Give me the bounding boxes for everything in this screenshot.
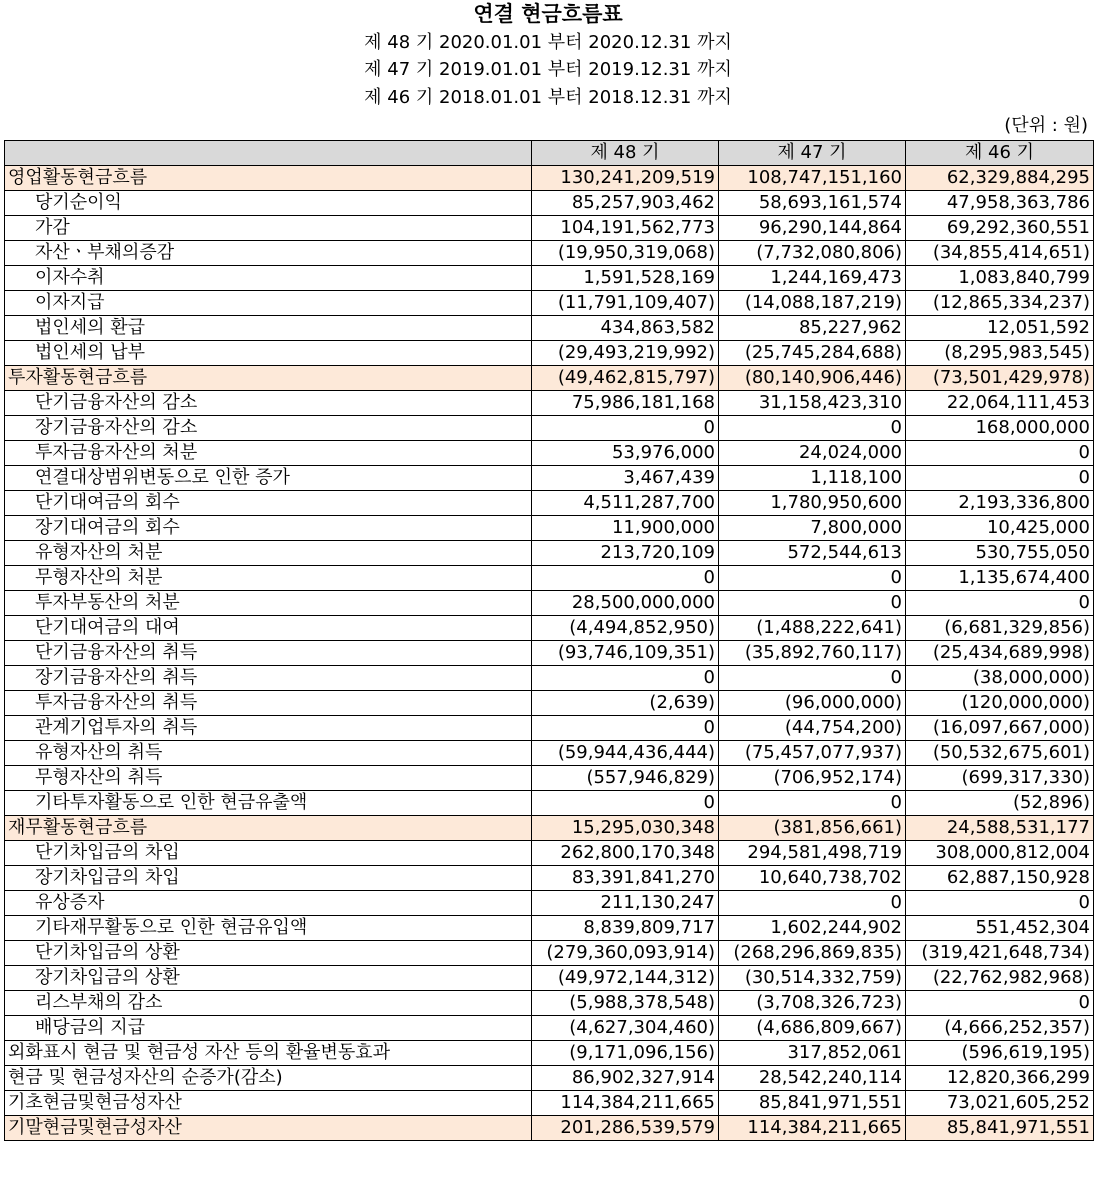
value-period-46: 1,135,674,400 — [906, 566, 1094, 591]
table-row — [5, 916, 1094, 941]
value-period-46: 530,755,050 — [906, 541, 1094, 566]
value-period-48: (4,627,304,460) — [532, 1016, 719, 1041]
value-period-47: 85,841,971,551 — [719, 1091, 906, 1116]
row-label: 무형자산의 취득 — [5, 766, 532, 791]
value-period-46: (8,295,983,545) — [906, 341, 1094, 366]
row-label: 리스부채의 감소 — [5, 991, 532, 1016]
period-line-46: 제 46 기 2018.01.01 부터 2018.12.31 까지 — [364, 87, 732, 108]
table-row — [5, 716, 1094, 741]
value-period-46: (6,681,329,856) — [906, 616, 1094, 641]
value-period-46: 24,588,531,177 — [906, 816, 1094, 841]
value-period-47: (25,745,284,688) — [719, 341, 906, 366]
row-label: 가감 — [5, 216, 532, 241]
table-row — [5, 266, 1094, 291]
row-label: 기초현금및현금성자산 — [5, 1091, 532, 1116]
value-period-46: 85,841,971,551 — [906, 1116, 1094, 1141]
value-period-47: 0 — [719, 791, 906, 816]
row-label: 단기금융자산의 감소 — [5, 391, 532, 416]
value-period-48: (11,791,109,407) — [532, 291, 719, 316]
value-period-48: 213,720,109 — [532, 541, 719, 566]
value-period-46: 22,064,111,453 — [906, 391, 1094, 416]
table-row — [5, 441, 1094, 466]
value-period-47: 0 — [719, 416, 906, 441]
table-row — [5, 291, 1094, 316]
value-period-48: 434,863,582 — [532, 316, 719, 341]
row-label: 이자지급 — [5, 291, 532, 316]
row-label: 장기금융자산의 감소 — [5, 416, 532, 441]
value-period-48: 4,511,287,700 — [532, 491, 719, 516]
row-label: 자산ㆍ부채의증감 — [5, 241, 532, 266]
value-period-47: (4,686,809,667) — [719, 1016, 906, 1041]
table-row — [5, 1016, 1094, 1041]
value-period-47: (3,708,326,723) — [719, 991, 906, 1016]
value-period-46: (38,000,000) — [906, 666, 1094, 691]
table-row — [5, 741, 1094, 766]
value-period-46: 308,000,812,004 — [906, 841, 1094, 866]
value-period-47: 317,852,061 — [719, 1041, 906, 1066]
section-row — [5, 816, 1094, 841]
value-period-47: 1,244,169,473 — [719, 266, 906, 291]
value-period-48: 0 — [532, 416, 719, 441]
value-period-48: 86,902,327,914 — [532, 1066, 719, 1091]
value-period-48: 0 — [532, 566, 719, 591]
value-period-48: (557,946,829) — [532, 766, 719, 791]
value-period-47: 10,640,738,702 — [719, 866, 906, 891]
value-period-46: 551,452,304 — [906, 916, 1094, 941]
value-period-48: (49,462,815,797) — [532, 366, 719, 391]
table-row — [5, 566, 1094, 591]
value-period-48: 104,191,562,773 — [532, 216, 719, 241]
section-row — [5, 166, 1094, 191]
value-period-48: 211,130,247 — [532, 891, 719, 916]
value-period-48: (93,746,109,351) — [532, 641, 719, 666]
cash-flow-table — [4, 140, 1094, 1141]
table-row — [5, 466, 1094, 491]
table-row — [5, 1091, 1094, 1116]
table-row — [5, 416, 1094, 441]
row-label: 관계기업투자의 취득 — [5, 716, 532, 741]
value-period-48: 0 — [532, 716, 719, 741]
row-label: 장기대여금의 회수 — [5, 516, 532, 541]
row-label: 배당금의 지급 — [5, 1016, 532, 1041]
value-period-48: 75,986,181,168 — [532, 391, 719, 416]
period-line-48: 제 48 기 2020.01.01 부터 2020.12.31 까지 — [364, 32, 732, 53]
table-row — [5, 866, 1094, 891]
value-period-48: 130,241,209,519 — [532, 166, 719, 191]
table-row — [5, 591, 1094, 616]
value-period-48: 114,384,211,665 — [532, 1091, 719, 1116]
value-period-46: (50,532,675,601) — [906, 741, 1094, 766]
value-period-48: (2,639) — [532, 691, 719, 716]
value-period-47: 0 — [719, 591, 906, 616]
row-label: 투자부동산의 처분 — [5, 591, 532, 616]
value-period-47: 0 — [719, 566, 906, 591]
value-period-47: 1,780,950,600 — [719, 491, 906, 516]
value-period-47: 108,747,151,160 — [719, 166, 906, 191]
row-label: 장기차입금의 차입 — [5, 866, 532, 891]
row-label: 당기순이익 — [5, 191, 532, 216]
value-period-46: 0 — [906, 591, 1094, 616]
value-period-48: 8,839,809,717 — [532, 916, 719, 941]
value-period-46: (25,434,689,998) — [906, 641, 1094, 666]
value-period-48: (5,988,378,548) — [532, 991, 719, 1016]
table-row — [5, 891, 1094, 916]
table-row — [5, 616, 1094, 641]
value-period-46: 73,021,605,252 — [906, 1091, 1094, 1116]
row-label: 기타재무활동으로 인한 현금유입액 — [5, 916, 532, 941]
value-period-48: 0 — [532, 666, 719, 691]
table-row — [5, 791, 1094, 816]
value-period-47: (75,457,077,937) — [719, 741, 906, 766]
table-row — [5, 641, 1094, 666]
value-period-47: 85,227,962 — [719, 316, 906, 341]
value-period-47: 31,158,423,310 — [719, 391, 906, 416]
value-period-48: 3,467,439 — [532, 466, 719, 491]
value-period-48: 201,286,539,579 — [532, 1116, 719, 1141]
value-period-46: 47,958,363,786 — [906, 191, 1094, 216]
value-period-47: 572,544,613 — [719, 541, 906, 566]
value-period-48: 53,976,000 — [532, 441, 719, 466]
value-period-46: (34,855,414,651) — [906, 241, 1094, 266]
period-line-47: 제 47 기 2019.01.01 부터 2019.12.31 까지 — [364, 59, 732, 80]
value-period-46: (319,421,648,734) — [906, 941, 1094, 966]
table-row — [5, 841, 1094, 866]
value-period-46: 0 — [906, 991, 1094, 1016]
value-period-46: (120,000,000) — [906, 691, 1094, 716]
table-row — [5, 541, 1094, 566]
value-period-46: 62,887,150,928 — [906, 866, 1094, 891]
row-label: 기말현금및현금성자산 — [5, 1116, 532, 1141]
value-period-47: 0 — [719, 666, 906, 691]
value-period-47: 1,118,100 — [719, 466, 906, 491]
row-label: 투자금융자산의 처분 — [5, 441, 532, 466]
value-period-47: 294,581,498,719 — [719, 841, 906, 866]
value-period-47: 28,542,240,114 — [719, 1066, 906, 1091]
value-period-48: (29,493,219,992) — [532, 341, 719, 366]
row-label: 법인세의 환급 — [5, 316, 532, 341]
row-label: 단기차입금의 차입 — [5, 841, 532, 866]
row-label: 유형자산의 취득 — [5, 741, 532, 766]
statement-title: 연결 현금흐름표 — [473, 2, 623, 26]
value-period-47: 0 — [719, 891, 906, 916]
row-label: 현금 및 현금성자산의 순증가(감소) — [5, 1066, 532, 1091]
value-period-46: (52,896) — [906, 791, 1094, 816]
value-period-47: (381,856,661) — [719, 816, 906, 841]
row-label: 장기금융자산의 취득 — [5, 666, 532, 691]
section-row — [5, 366, 1094, 391]
row-label: 이자수취 — [5, 266, 532, 291]
value-period-48: (49,972,144,312) — [532, 966, 719, 991]
row-label: 단기차입금의 상환 — [5, 941, 532, 966]
header-period-47: 제 47 기 — [719, 141, 906, 166]
value-period-48: (9,171,096,156) — [532, 1041, 719, 1066]
value-period-46: 0 — [906, 441, 1094, 466]
value-period-48: 15,295,030,348 — [532, 816, 719, 841]
value-period-48: 83,391,841,270 — [532, 866, 719, 891]
header-period-46: 제 46 기 — [906, 141, 1094, 166]
table-row — [5, 491, 1094, 516]
value-period-47: (35,892,760,117) — [719, 641, 906, 666]
header-blank — [5, 141, 532, 166]
row-label: 무형자산의 처분 — [5, 566, 532, 591]
table-row — [5, 1041, 1094, 1066]
value-period-47: (96,000,000) — [719, 691, 906, 716]
table-row — [5, 941, 1094, 966]
row-label: 투자금융자산의 취득 — [5, 691, 532, 716]
value-period-48: (4,494,852,950) — [532, 616, 719, 641]
value-period-47: 1,602,244,902 — [719, 916, 906, 941]
value-period-46: 12,051,592 — [906, 316, 1094, 341]
table-row — [5, 991, 1094, 1016]
value-period-46: (4,666,252,357) — [906, 1016, 1094, 1041]
row-label: 기타투자활동으로 인한 현금유출액 — [5, 791, 532, 816]
section-row — [5, 1116, 1094, 1141]
value-period-48: 1,591,528,169 — [532, 266, 719, 291]
value-period-46: (596,619,195) — [906, 1041, 1094, 1066]
table-row — [5, 766, 1094, 791]
row-label: 유상증자 — [5, 891, 532, 916]
header-row — [5, 141, 1094, 166]
value-period-47: (30,514,332,759) — [719, 966, 906, 991]
table-row — [5, 966, 1094, 991]
row-label: 단기대여금의 대여 — [5, 616, 532, 641]
table-row — [5, 666, 1094, 691]
row-label: 외화표시 현금 및 현금성 자산 등의 환율변동효과 — [5, 1041, 532, 1066]
value-period-46: (699,317,330) — [906, 766, 1094, 791]
unit-label: (단위 : 원) — [1004, 115, 1088, 136]
value-period-47: (80,140,906,446) — [719, 366, 906, 391]
table-row — [5, 391, 1094, 416]
row-label: 장기차입금의 상환 — [5, 966, 532, 991]
value-period-46: 10,425,000 — [906, 516, 1094, 541]
value-period-46: 12,820,366,299 — [906, 1066, 1094, 1091]
table-row — [5, 216, 1094, 241]
value-period-47: 114,384,211,665 — [719, 1116, 906, 1141]
value-period-47: 96,290,144,864 — [719, 216, 906, 241]
value-period-47: 58,693,161,574 — [719, 191, 906, 216]
value-period-46: 168,000,000 — [906, 416, 1094, 441]
value-period-47: (268,296,869,835) — [719, 941, 906, 966]
value-period-48: (59,944,436,444) — [532, 741, 719, 766]
value-period-46: (16,097,667,000) — [906, 716, 1094, 741]
value-period-47: (14,088,187,219) — [719, 291, 906, 316]
table-row — [5, 341, 1094, 366]
row-label: 단기금융자산의 취득 — [5, 641, 532, 666]
value-period-47: (7,732,080,806) — [719, 241, 906, 266]
table-row — [5, 316, 1094, 341]
value-period-47: (706,952,174) — [719, 766, 906, 791]
value-period-46: 2,193,336,800 — [906, 491, 1094, 516]
value-period-46: (22,762,982,968) — [906, 966, 1094, 991]
table-row — [5, 516, 1094, 541]
header-period-48: 제 48 기 — [532, 141, 719, 166]
table-row — [5, 691, 1094, 716]
value-period-48: 11,900,000 — [532, 516, 719, 541]
value-period-48: (19,950,319,068) — [532, 241, 719, 266]
value-period-46: 0 — [906, 891, 1094, 916]
row-label: 연결대상범위변동으로 인한 증가 — [5, 466, 532, 491]
table-row — [5, 241, 1094, 266]
row-label: 투자활동현금흐름 — [5, 366, 532, 391]
value-period-48: 28,500,000,000 — [532, 591, 719, 616]
row-label: 영업활동현금흐름 — [5, 166, 532, 191]
value-period-46: 69,292,360,551 — [906, 216, 1094, 241]
value-period-46: (12,865,334,237) — [906, 291, 1094, 316]
value-period-46: (73,501,429,978) — [906, 366, 1094, 391]
value-period-46: 0 — [906, 466, 1094, 491]
value-period-48: 0 — [532, 791, 719, 816]
row-label: 재무활동현금흐름 — [5, 816, 532, 841]
table-row — [5, 191, 1094, 216]
value-period-48: 85,257,903,462 — [532, 191, 719, 216]
value-period-47: 24,024,000 — [719, 441, 906, 466]
row-label: 단기대여금의 회수 — [5, 491, 532, 516]
value-period-48: (279,360,093,914) — [532, 941, 719, 966]
row-label: 법인세의 납부 — [5, 341, 532, 366]
value-period-47: (44,754,200) — [719, 716, 906, 741]
value-period-46: 1,083,840,799 — [906, 266, 1094, 291]
row-label: 유형자산의 처분 — [5, 541, 532, 566]
value-period-48: 262,800,170,348 — [532, 841, 719, 866]
value-period-47: (1,488,222,641) — [719, 616, 906, 641]
value-period-46: 62,329,884,295 — [906, 166, 1094, 191]
value-period-47: 7,800,000 — [719, 516, 906, 541]
table-row — [5, 1066, 1094, 1091]
